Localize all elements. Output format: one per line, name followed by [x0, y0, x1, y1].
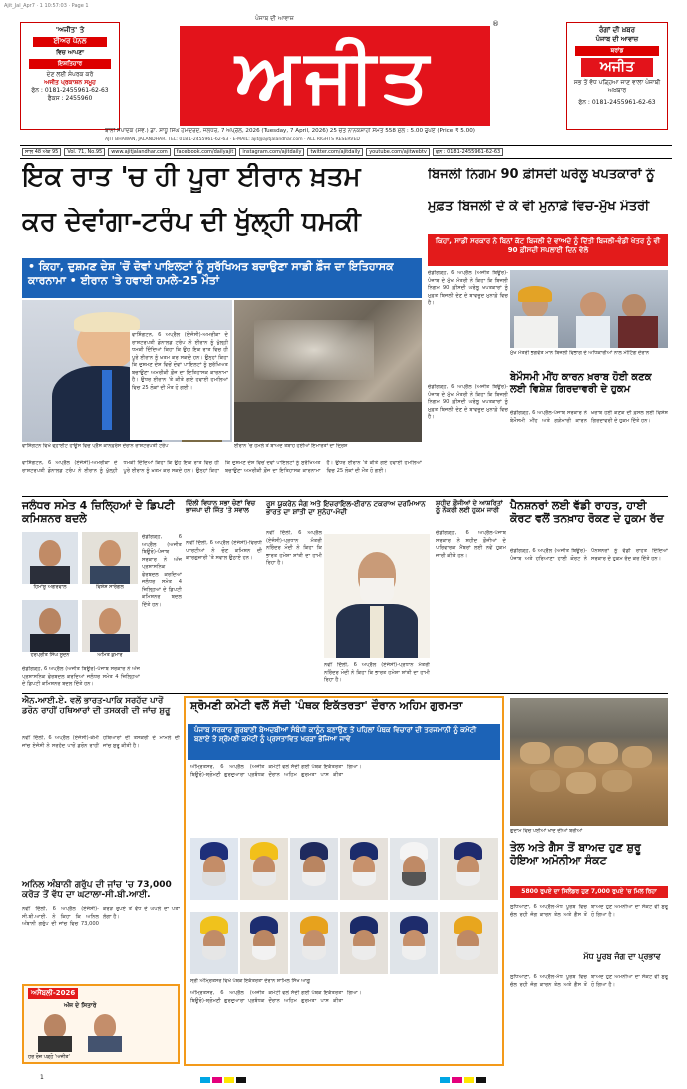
right-ear-panel [566, 22, 668, 130]
lead-body-continued: ਵਾਸ਼ਿੰਗਟਨ, 6 ਅਪ੍ਰੈਲ (ਏਜੰਸੀ)-ਅਮਰੀਕਾ ਦੇ ਰਾਸ਼ਟਰਪਤੀ ਡੋਨਾਲਡ ਟਰੰਪ ਨੇ ਈਰਾਨ ਨੂੰ ਖੁੱਲ੍ਹੀ ਧਮਕੀ ਦਿੰਦਿਆਂ ਕਿਹਾ ਕਿ ਉਹ ਇਕ ਰਾਤ ਵਿਚ ਹੀ ਪੂਰੇ ਈਰਾਨ ਨੂੰ ਖ਼ਤਮ ਕਰ ਸਕਦੇ ਹਨ। ਉਨ੍ਹਾਂ ਕਿਹਾ ਕਿ ਦੁਸ਼ਮਣ ਦੇਸ਼ ਵਿਚੋਂ ਦੋਵਾਂ ਪਾਇਲਟਾਂ ਨੂੰ ਸੁਰੱਖਿਅਤ ਬਚਾਉਣਾ ਅਮਰੀਕੀ ਫ਼ੌਜ ਦਾ ਇਤਿਹਾਸਕ ਕਾਰਨਾਮਾ ਹੈ। ਉਧਰ ਈਰਾਨ 'ਤੇ ਕੀਤੇ ਗਏ ਹਵਾਈ ਹਮਲਿਆਂ ਵਿਚ 25 ਲੋਕਾਂ ਦੀ ਮੌਤ ਹੋ ਗਈ। [22, 460, 422, 474]
sgpc-caption: ਸ੍ਰੀ ਅੰਮ੍ਰਿਤਸਰ ਵਿਖੇ ਪੰਥਕ ਇਕੱਤਰਤਾ ਦੌਰਾਨ ਸ਼ਾਮਿਲ ਸਿੱਖ ਆਗੂ [190, 978, 311, 984]
lead-subhead: • ਕਿਹਾ, ਦੁਸ਼ਮਣ ਦੇਸ਼ 'ਚੋਂ ਦੋਵਾਂ ਪਾਇਲਟਾਂ ਨੂੰ ਸੁਰੱਖਿਅਤ ਬਚਾਉਣਾ ਸਾਡੀ ਫ਼ੌਜ ਦਾ ਇਤਿਹਾਸਕ ਕਾਰਨਾਮਾ • ਈਰਾਨ 'ਤੇ ਹਵਾਈ ਹਮਲੇ-25 ਮੌਤਾਂ [22, 258, 422, 298]
left-ear-line3: ਵਿਚ ਆਪਣਾ [56, 48, 84, 56]
section-divider [22, 496, 668, 497]
gas-body-continued: ਲੁਧਿਆਣਾ, 6 ਅਪ੍ਰੈਲ-ਮੱਧ ਪੂਰਬ ਵਿਚ ਚੱਲ ਰਹੀ ਜੰਗ ਕਾਰਨ ਤੇਲ ਅਤੇ ਗੈਸ ਤੋਂ ਬਾਅਦ ਹੁਣ ਅਮੋਨੀਆ ਦਾ ਸੰਕਟ ਵੀ ਸ਼ੁਰੂ ਹੋ ਗਿਆ ਹੈ। [510, 974, 668, 988]
sgpc-leader-8 [240, 912, 288, 974]
sgpc-leader-6 [440, 838, 498, 900]
color-mark-cyan [440, 1077, 450, 1083]
right-ear-line4: ਸਭ ਤੋਂ ਵੱਧ ਪੜ੍ਹਿਆ ਜਾਣ ਵਾਲਾ ਪੰਜਾਬੀ ਅਖ਼ਬਾਰ [573, 79, 661, 95]
left-ear-highlight: ਇਸ਼ਤਿਹਾਰ [29, 59, 111, 69]
ambani-body: ਨਵੀਂ ਦਿੱਲੀ, 6 ਅਪ੍ਰੈਲ (ਏਜੰਸੀ)-ਸੀ.ਬੀ.ਆਈ. ਨੇ ਕਿਹਾ ਕਿ ਅਨਿਲ ਅੰਬਾਨੀ ਗਰੁੱਪ ਦੀ ਜਾਂਚ ਵਿਚ 73,000 ਕਰੋੜ ਰੁਪਏ ਤੋਂ ਵੱਧ ਦੇ ਘਪਲੇ ਦਾ ਪਤਾ ਲੱਗਾ ਹੈ। [22, 906, 180, 928]
ad-title: ਅੱਜ ਦੇ ਸਿਤਾਰੇ [64, 1002, 97, 1009]
modi-body: ਨਵੀਂ ਦਿੱਲੀ, 6 ਅਪ੍ਰੈਲ (ਏਜੰਸੀ)-ਪ੍ਰਧਾਨ ਮੰਤਰੀ ਨਰਿੰਦਰ ਮੋਦੀ ਨੇ ਕਿਹਾ ਕਿ ਭਾਰਤ ਹਮੇਸ਼ਾ ਸ਼ਾਂਤੀ ਦਾ ਹਾਮੀ ਰਿਹਾ ਹੈ। [266, 530, 322, 567]
sgpc-leader-7 [190, 912, 238, 974]
ambani-headline: ਅਨਿਲ ਅੰਬਾਨੀ ਗਰੁੱਪ ਦੀ ਜਾਂਚ 'ਚ 73,000 ਕਰੋੜ ਤੋਂ ਵੱਧ ਦਾ ਘਟਾਲਾ-ਸੀ.ਬੀ.ਆਈ. [22, 880, 172, 901]
dc-name-1: ਹਿਮਾਂਸ਼ੂ ਅਗਰਵਾਲ [22, 584, 78, 594]
web-links-bar [20, 145, 672, 159]
crop-line: Ajit_Jal_Apr7 · 1 10:57:03 · Page 1 [4, 3, 89, 9]
page-number: 1 [40, 1074, 44, 1081]
modi-headline: ਰੂਸ ਯੂਕਰੇਨ ਜੰਗ ਅਤੇ ਇਜ਼ਰਾਇਲ-ਈਰਾਨ ਟਕਰਾਅ ਦਰਮਿਆਨ ਭਾਰਤ ਦਾ ਸ਼ਾਂਤੀ ਦਾ ਸੁਨੇਹਾ-ਮੋਦੀ [266, 500, 426, 517]
teacher-body: ਚੰਡੀਗੜ੍ਹ, 6 ਅਪ੍ਰੈਲ-ਪੰਜਾਬ ਸਰਕਾਰ ਨੇ ਸ਼ਹੀਦ ਫ਼ੌਜੀਆਂ ਦੇ ਪਰਿਵਾਰਕ ਮੈਂਬਰਾਂ ਲਈ ਨਵੇਂ ਹੁਕਮ ਜਾਰੀ ਕੀਤੇ ਹਨ। [436, 530, 506, 559]
web-item[interactable]: instagram.com/ajitdaily [239, 148, 304, 156]
pension-body: ਚੰਡੀਗੜ੍ਹ, 6 ਅਪ੍ਰੈਲ (ਅਜੀਤ ਬਿਊਰੋ)-ਪੰਜਾਬ ਅਤੇ ਹਰਿਆਣਾ ਹਾਈ ਕੋਰਟ ਨੇ ਪੈਨਸ਼ਨਰਾਂ ਨੂੰ ਵੱਡੀ ਰਾਹਤ ਦਿੰਦਿਆਂ ਸਰਕਾਰ ਦੇ ਹੁਕਮ ਰੱਦ ਕਰ ਦਿੱਤੇ ਹਨ। [510, 548, 668, 562]
sgpc-leader-12 [440, 912, 498, 974]
teacher-headline: ਸ਼ਹੀਦ ਫ਼ੌਜੀਆਂ ਦੇ ਆਸ਼ਰਿਤਾਂ ਨੂੰ ਨੌਕਰੀ ਲਈ ਹੁਕਮ ਜਾਰੀ [436, 499, 503, 515]
power-body-continued: ਚੰਡੀਗੜ੍ਹ, 6 ਅਪ੍ਰੈਲ (ਅਜੀਤ ਬਿਊਰੋ)-ਪੰਜਾਬ ਦੇ ਮੁੱਖ ਮੰਤਰੀ ਨੇ ਕਿਹਾ ਕਿ ਬਿਜਲੀ ਨਿਗਮ 90 ਫ਼ੀਸਦੀ ਘਰੇਲੂ ਖਪਤਕਾਰਾਂ ਨੂੰ ਮੁਫ਼ਤ ਬਿਜਲੀ ਦੇਣ ਦੇ ਬਾਵਜੂਦ ਮੁਨਾਫ਼ੇ ਵਿਚ ਹੈ। [428, 384, 508, 421]
web-item: Vol. 71, No.95 [64, 148, 105, 156]
web-item[interactable]: youtube.com/ajitwebtv [366, 148, 430, 156]
left-ear-fax: ਫੈਕਸ : 2455960 [47, 95, 93, 103]
sgpc-leader-4 [340, 838, 388, 900]
lead-caption-2: ਈਰਾਨ 'ਚ ਹਮਲੇ ਤੋਂ ਬਾਅਦ ਤਬਾਹ ਹੋਈਆਂ ਇਮਾਰਤਾਂ ਦਾ ਦ੍ਰਿਸ਼ [234, 443, 348, 449]
web-item[interactable]: www.ajitjalandhar.com [108, 148, 171, 156]
left-ear-phone: ਫੋਨ : 0181-2455961-62-63 [31, 87, 109, 95]
assembly-ad [22, 984, 180, 1064]
web-item[interactable]: twitter.com/ajitdaily [307, 148, 363, 156]
tagline: ਪੰਜਾਬ ਦੀ ਆਵਾਜ਼ [255, 15, 294, 22]
lead-caption-1: ਵਾਸ਼ਿੰਗਟਨ ਵਿਖੇ ਵ੍ਹਾਈਟ ਹਾਊਸ ਵਿਚ ਪ੍ਰੈੱਸ ਕਾਨਫ਼ਰੰਸ ਦੌਰਾਨ ਰਾਸ਼ਟਰਪਤੀ ਟਰੰਪ [22, 443, 169, 449]
dc-name-4: ਅਮਿਤ ਕੁਮਾਰ [82, 652, 138, 662]
sgpc-body: ਅੰਮ੍ਰਿਤਸਰ, 6 ਅਪ੍ਰੈਲ (ਅਜੀਤ ਬਿਊਰੋ)-ਸ਼੍ਰੋਮਣੀ ਗੁਰਦੁਆਰਾ ਪ੍ਰਬੰਧਕ ਕਮੇਟੀ ਵਲੋਂ ਸੱਦੀ ਗਈ ਪੰਥਕ ਇਕੱਤਰਤਾ ਦੌਰਾਨ ਅਹਿਮ ਗੁਰਮਤਾ ਪਾਸ ਕੀਤਾ ਗਿਆ। [190, 764, 362, 778]
dateline: ਬਾਨੀ ਸੰਪਾਦਕ (ਸਵ.) ਡਾ. ਸਾਧੂ ਸਿੰਘ ਹਮਦਰਦ, ਜਲੰਧਰ, 7 ਅਪ੍ਰੈਲ, 2026 (Tuesday, 7 April, 2026) 25 ਚੇਤ ਨਾਨਕਸ਼ਾਹੀ ਸੰਮਤ 558 ਮੁੱਲ : 5.00 ਰੁਪਏ (Price ₹ 5.00) [105, 128, 475, 134]
dc-name-2: ਵਿਸ਼ੇਸ਼ ਸਾਰੰਗਲ [82, 584, 138, 594]
left-ear-line4: ਦੇਣ ਲਈ ਸੰਪਰਕ ਕਰੋ [46, 71, 94, 79]
gas-price-tag: 5800 ਰੁਪਏ ਦਾ ਸਿਲੰਡਰ ਹੁਣ 7,000 ਰੁਪਏ 'ਚ ਮਿਲ ਰਿਹਾ [510, 886, 668, 898]
election-body: ਨਵੀਂ ਦਿੱਲੀ, 6 ਅਪ੍ਰੈਲ (ਏਜੰਸੀ)-ਵਿਰੋਧੀ ਪਾਰਟੀਆਂ ਨੇ ਚੋਣ ਕਮਿਸ਼ਨ ਦੀ ਕਾਰਗੁਜ਼ਾਰੀ 'ਤੇ ਸਵਾਲ ਉਠਾਏ ਹਨ। [186, 540, 262, 562]
modi-body-continued: ਨਵੀਂ ਦਿੱਲੀ, 6 ਅਪ੍ਰੈਲ (ਏਜੰਸੀ)-ਪ੍ਰਧਾਨ ਮੰਤਰੀ ਨਰਿੰਦਰ ਮੋਦੀ ਨੇ ਕਿਹਾ ਕਿ ਭਾਰਤ ਹਮੇਸ਼ਾ ਸ਼ਾਂਤੀ ਦਾ ਹਾਮੀ ਰਿਹਾ ਹੈ। [324, 662, 430, 684]
crops-body: ਚੰਡੀਗੜ੍ਹ, 6 ਅਪ੍ਰੈਲ-ਪੰਜਾਬ ਸਰਕਾਰ ਨੇ ਬੇਮੌਸਮੀ ਮੀਂਹ ਅਤੇ ਗੜੇਮਾਰੀ ਕਾਰਨ ਖ਼ਰਾਬ ਹੋਈ ਕਣਕ ਦੀ ਫ਼ਸਲ ਲਈ ਵਿਸ਼ੇਸ਼ ਗਿਰਦਾਵਰੀ ਦੇ ਹੁਕਮ ਦਿੱਤੇ ਹਨ। [510, 410, 668, 424]
right-ear-phone: ਫੋਨ : 0181-2455961-62-63 [578, 99, 656, 107]
power-headline-line2: ਮੁਫ਼ਤ ਬਿਜਲੀ ਦੇ ਕੇ ਵੀ ਮੁਨਾਫ਼ੇ ਵਿਚ-ਮੁੱਖ ਮੰਤਰੀ [428, 200, 650, 214]
power-body: ਚੰਡੀਗੜ੍ਹ, 6 ਅਪ੍ਰੈਲ (ਅਜੀਤ ਬਿਊਰੋ)-ਪੰਜਾਬ ਦੇ ਮੁੱਖ ਮੰਤਰੀ ਨੇ ਕਿਹਾ ਕਿ ਬਿਜਲੀ ਨਿਗਮ 90 ਫ਼ੀਸਦੀ ਘਰੇਲੂ ਖਪਤਕਾਰਾਂ ਨੂੰ ਮੁਫ਼ਤ ਬਿਜਲੀ ਦੇਣ ਦੇ ਬਾਵਜੂਦ ਮੁਨਾਫ਼ੇ ਵਿਚ ਹੈ। [428, 270, 508, 307]
sgpc-body-continued: ਅੰਮ੍ਰਿਤਸਰ, 6 ਅਪ੍ਰੈਲ (ਅਜੀਤ ਬਿਊਰੋ)-ਸ਼੍ਰੋਮਣੀ ਗੁਰਦੁਆਰਾ ਪ੍ਰਬੰਧਕ ਕਮੇਟੀ ਵਲੋਂ ਸੱਦੀ ਗਈ ਪੰਥਕ ਇਕੱਤਰਤਾ ਦੌਰਾਨ ਅਹਿਮ ਗੁਰਮਤਾ ਪਾਸ ਕੀਤਾ ਗਿਆ। [190, 990, 362, 1004]
registered-mark: ® [492, 20, 499, 28]
sgpc-leader-1 [190, 838, 238, 900]
sgpc-leader-11 [390, 912, 438, 974]
dc-body-continued: ਚੰਡੀਗੜ੍ਹ, 6 ਅਪ੍ਰੈਲ (ਅਜੀਤ ਬਿਊਰੋ)-ਪੰਜਾਬ ਸਰਕਾਰ ਨੇ ਅੱਜ ਪ੍ਰਸ਼ਾਸਨਿਕ ਫੇਰਬਦਲ ਕਰਦਿਆਂ ਜਲੰਧਰ ਸਮੇਤ 4 ਜ਼ਿਲ੍ਹਿਆਂ ਦੇ ਡਿਪਟੀ ਕਮਿਸ਼ਨਰ ਬਦਲ ਦਿੱਤੇ ਹਨ। [22, 666, 140, 688]
web-item[interactable]: facebook.com/dailyajit [174, 148, 237, 156]
dc-name-3: ਹਰਪ੍ਰੀਤ ਸਿੰਘ ਸੂਦਨ [22, 652, 78, 662]
election-headline: ਦਿੱਲੀ ਵਿਧਾਨ ਸਭਾ ਚੋਣਾਂ ਵਿਚ ਭਾਜਪਾ ਦੀ ਜਿੱਤ 'ਤੇ ਸਵਾਲ [186, 499, 256, 515]
gas-headline: ਤੇਲ ਅਤੇ ਗੈਸ ਤੋਂ ਬਾਅਦ ਹੁਣ ਸ਼ੁਰੂ ਹੋਇਆ ਅਮੋਨੀਆ ਸੰਕਟ [510, 841, 641, 867]
power-headline-line1: ਬਿਜਲੀ ਨਿਗਮ 90 ਫ਼ੀਸਦੀ ਘਰੇਲੂ ਖਪਤਕਾਰਾਂ ਨੂੰ [428, 168, 655, 182]
right-ear-line2: ਪੰਜਾਬ ਦੀ ਆਵਾਜ਼ [595, 35, 639, 44]
left-ear-line2: ਈਅਰ ਪੈਨਲ [33, 37, 107, 46]
gas-body: ਲੁਧਿਆਣਾ, 6 ਅਪ੍ਰੈਲ-ਮੱਧ ਪੂਰਬ ਵਿਚ ਚੱਲ ਰਹੀ ਜੰਗ ਕਾਰਨ ਤੇਲ ਅਤੇ ਗੈਸ ਤੋਂ ਬਾਅਦ ਹੁਣ ਅਮੋਨੀਆ ਦਾ ਸੰਕਟ ਵੀ ਸ਼ੁਰੂ ਹੋ ਗਿਆ ਹੈ। [510, 904, 668, 918]
fertilizer-photo [510, 698, 668, 826]
lead-body: ਵਾਸ਼ਿੰਗਟਨ, 6 ਅਪ੍ਰੈਲ (ਏਜੰਸੀ)-ਅਮਰੀਕਾ ਦੇ ਰਾਸ਼ਟਰਪਤੀ ਡੋਨਾਲਡ ਟਰੰਪ ਨੇ ਈਰਾਨ ਨੂੰ ਖੁੱਲ੍ਹੀ ਧਮਕੀ ਦਿੰਦਿਆਂ ਕਿਹਾ ਕਿ ਉਹ ਇਕ ਰਾਤ ਵਿਚ ਹੀ ਪੂਰੇ ਈਰਾਨ ਨੂੰ ਖ਼ਤਮ ਕਰ ਸਕਦੇ ਹਨ। ਉਨ੍ਹਾਂ ਕਿਹਾ ਕਿ ਦੁਸ਼ਮਣ ਦੇਸ਼ ਵਿਚੋਂ ਦੋਵਾਂ ਪਾਇਲਟਾਂ ਨੂੰ ਸੁਰੱਖਿਅਤ ਬਚਾਉਣਾ ਅਮਰੀਕੀ ਫ਼ੌਜ ਦਾ ਇਤਿਹਾਸਕ ਕਾਰਨਾਮਾ ਹੈ। ਉਧਰ ਈਰਾਨ 'ਤੇ ਕੀਤੇ ਗਏ ਹਵਾਈ ਹਮਲਿਆਂ ਵਿਚ 25 ਲੋਕਾਂ ਦੀ ਮੌਤ ਹੋ ਗਈ। [130, 330, 230, 440]
left-ear-line5: ਅਜੀਤ ਪ੍ਰਕਾਸ਼ਨ ਸਮੂਹ [44, 79, 96, 87]
sgpc-leader-3 [290, 838, 338, 900]
section-divider [22, 693, 668, 694]
web-item: ਫੋਨ : 0181-2455961-62-63 [433, 148, 503, 156]
color-mark-black [236, 1077, 246, 1083]
gas-subhead: ਮੱਧ ਪੂਰਬ ਜੰਗ ਦਾ ਪ੍ਰਭਾਵ [583, 952, 661, 961]
dc-photo-2 [82, 532, 138, 594]
cm-meeting-photo [510, 270, 668, 348]
dc-photo-4 [82, 600, 138, 662]
sgpc-headline: ਸ਼੍ਰੋਮਣੀ ਕਮੇਟੀ ਵਲੋਂ ਸੱਦੀ 'ਪੰਥਕ ਇਕੱਤਰਤਾ' ਦੌਰਾਨ ਅਹਿਮ ਗੁਰਮਤਾ [190, 699, 463, 712]
color-mark-yellow [224, 1077, 234, 1083]
dc-headline: ਜਲੰਧਰ ਸਮੇਤ 4 ਜ਼ਿਲ੍ਹਿਆਂ ਦੇ ਡਿਪਟੀ ਕਮਿਸ਼ਨਰ ਬਦਲੇ [22, 499, 175, 525]
sgpc-leader-10 [340, 912, 388, 974]
ad-footer: ਹਰ ਰੋਜ਼ ਪੜ੍ਹੋ 'ਅਜੀਤ' [28, 1054, 70, 1060]
web-item: ਸਾਲ 48 ਅੰਕ 95 [22, 148, 61, 156]
left-ear-panel [20, 22, 120, 130]
power-caption: ਮੁੱਖ ਮੰਤਰੀ ਭਗਵੰਤ ਮਾਨ ਬਿਜਲੀ ਵਿਭਾਗ ਦੇ ਅਧਿਕਾਰੀਆਂ ਨਾਲ ਮੀਟਿੰਗ ਦੌਰਾਨ [510, 350, 650, 356]
dateline-2: AJIT BHAWAN, JALANDHAR. TEL: 0181-2455961-62-63 · E-MAIL: ajit@ajitjalandhar.com · ALL RIGHTS RESERVED [105, 137, 360, 142]
lead-headline-line1: ਇਕ ਰਾਤ 'ਚ ਹੀ ਪੂਰਾ ਈਰਾਨ ਖ਼ਤਮ [22, 163, 361, 192]
sgpc-leader-5 [390, 838, 438, 900]
border-headline: ਐਨ.ਆਈ.ਏ. ਵਲੋਂ ਭਾਰਤ-ਪਾਕਿ ਸਰਹੱਦ ਪਾਰੋਂ ਡਰੋਨ ਰਾਹੀਂ ਹਥਿਆਰਾਂ ਦੀ ਤਸਕਰੀ ਦੀ ਜਾਂਚ ਸ਼ੁਰੂ [22, 696, 171, 716]
right-ear-logo: ਅਜੀਤ [581, 58, 653, 77]
dc-body: ਚੰਡੀਗੜ੍ਹ, 6 ਅਪ੍ਰੈਲ (ਅਜੀਤ ਬਿਊਰੋ)-ਪੰਜਾਬ ਸਰਕਾਰ ਨੇ ਅੱਜ ਪ੍ਰਸ਼ਾਸਨਿਕ ਫੇਰਬਦਲ ਕਰਦਿਆਂ ਜਲੰਧਰ ਸਮੇਤ 4 ਜ਼ਿਲ੍ਹਿਆਂ ਦੇ ਡਿਪਟੀ ਕਮਿਸ਼ਨਰ ਬਦਲ ਦਿੱਤੇ ਹਨ। [142, 534, 182, 608]
color-mark-magenta [212, 1077, 222, 1083]
dc-photo-1 [22, 532, 78, 594]
dc-photo-3 [22, 600, 78, 662]
power-subhead: ਕਿਹਾ, ਸਾਡੀ ਸਰਕਾਰ ਨੇ ਬਿਨਾਂ ਕੱਟ ਬਿਜਲੀ ਦੇ ਵਾਅਦੇ ਨੂੰ ਦਿੱਤੀ ਬਿਜਲੀ-ਵੰਡੀ ਖੇਤਰ ਨੂੰ ਵੀ 90 ਫ਼ੀਸਦੀ ਸਪਲਾਈ ਦਿਨ ਵੇਲੇ [428, 234, 668, 266]
lead-headline-line2: ਕਰ ਦੇਵਾਂਗਾ-ਟਰੰਪ ਦੀ ਖੁੱਲ੍ਹੀ ਧਮਕੀ [22, 208, 361, 237]
gas-caption: ਗੁਦਾਮ ਵਿਚ ਪਈਆਂ ਖਾਦ ਦੀਆਂ ਬੋਰੀਆਂ [510, 828, 583, 834]
iran-strike-photo [234, 300, 422, 442]
color-mark-yellow [464, 1077, 474, 1083]
crops-headline: ਬੇਮੌਸਮੀ ਮੀਂਹ ਕਾਰਨ ਖ਼ਰਾਬ ਹੋਈ ਕਣਕ ਲਈ ਵਿਸ਼ੇਸ਼ ਗਿਰਦਾਵਰੀ ਦੇ ਹੁਕਮ [510, 372, 652, 395]
left-ear-line1: 'ਅਜੀਤ' ਤੇ [55, 26, 85, 34]
border-body: ਨਵੀਂ ਦਿੱਲੀ, 6 ਅਪ੍ਰੈਲ (ਏਜੰਸੀ)-ਕੌਮੀ ਜਾਂਚ ਏਜੰਸੀ ਨੇ ਸਰਹੱਦ ਪਾਰੋਂ ਡਰੋਨ ਰਾਹੀਂ ਹਥਿਆਰਾਂ ਦੀ ਤਸਕਰੀ ਦੇ ਮਾਮਲੇ ਦੀ ਜਾਂਚ ਸ਼ੁਰੂ ਕੀਤੀ ਹੈ। [22, 735, 180, 749]
masthead-logo: ਅਜੀਤ [180, 26, 490, 126]
right-ear-line3: ਬਰਾਂਡ [575, 46, 659, 56]
color-mark-cyan [200, 1077, 210, 1083]
sgpc-subhead: ਪੰਜਾਬ ਸਰਕਾਰ ਗੁਰਬਾਣੀ ਬੇਅਦਬੀਆਂ ਸੰਬੰਧੀ ਕਾਨੂੰਨ ਬਣਾਉਣ ਤੋਂ ਪਹਿਲਾਂ ਪੰਥਕ ਵਿਚਾਰਾਂ ਦੀ ਤਰਜਮਾਨੀ ਨੂੰ ਕਮੇਟੀ ਬਣਾਏ ਤੇ ਸ਼੍ਰੋਮਣੀ ਕਮੇਟੀ ਨੂੰ ਪ੍ਰਸਤਾਵਿਤ ਖਰੜਾ ਭੇਜਿਆ ਜਾਵੇ [188, 724, 500, 760]
sgpc-leader-2 [240, 838, 288, 900]
right-ear-line1: ਰੰਗਾਂ ਦੀ ਖ਼ਬਰ [599, 26, 635, 34]
pension-headline: ਪੈਨਸ਼ਨਰਾਂ ਲਈ ਵੱਡੀ ਰਾਹਤ, ਹਾਈ ਕੋਰਟ ਵਲੋਂ ਤਨਖ਼ਾਹ ਰੋਕਣ ਦੇ ਹੁਕਮ ਰੱਦ [510, 499, 664, 525]
color-mark-black [476, 1077, 486, 1083]
modi-photo [324, 534, 430, 658]
ad-tag: ਅਸੈਂਬਲੀ-2026 [28, 988, 78, 999]
color-mark-magenta [452, 1077, 462, 1083]
sgpc-leader-9 [290, 912, 338, 974]
